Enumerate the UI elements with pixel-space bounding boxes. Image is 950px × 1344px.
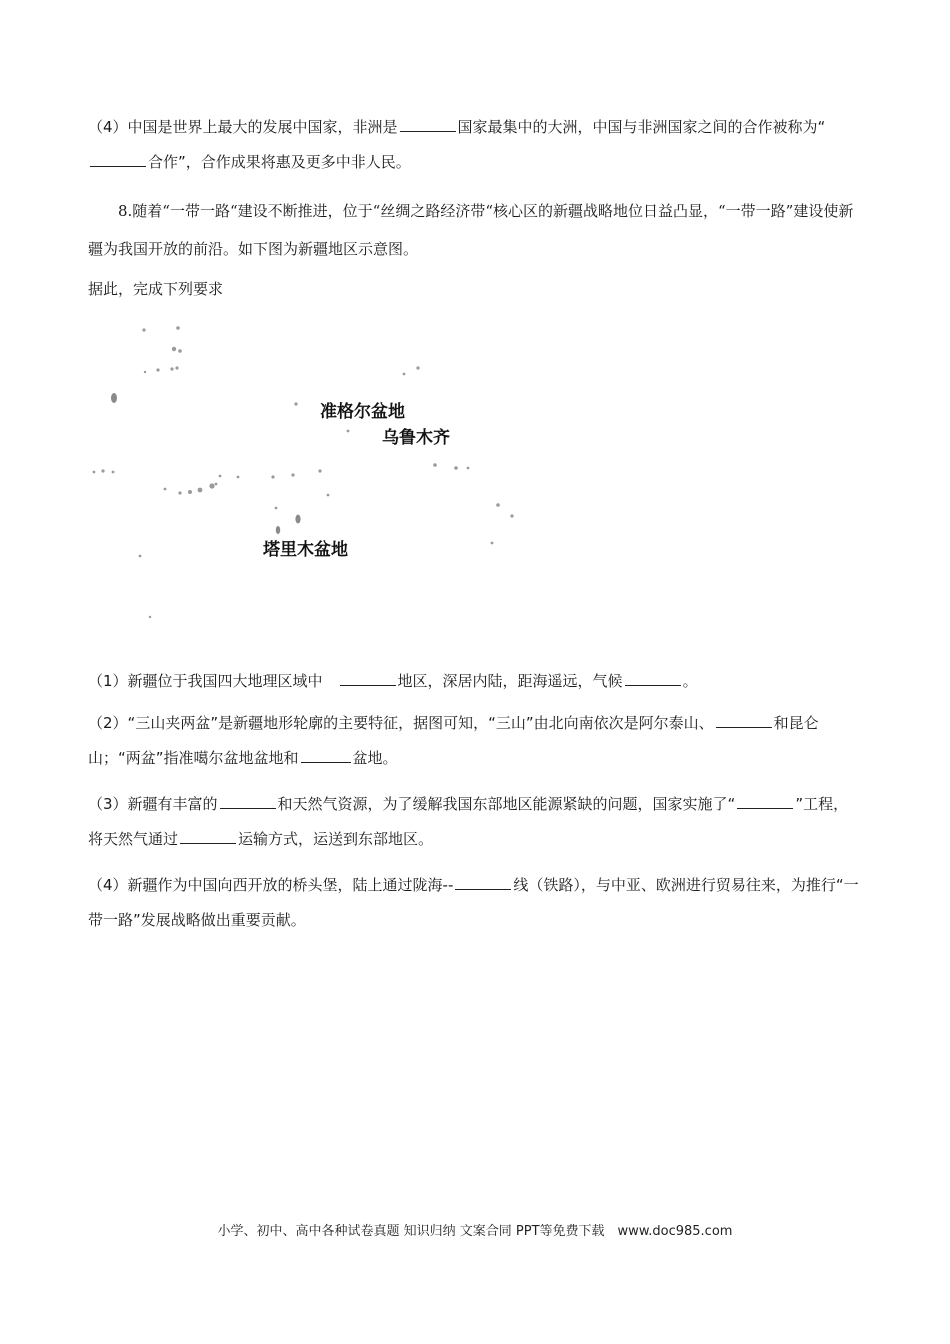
answer-blank[interactable] [716, 713, 772, 728]
answer-blank[interactable] [737, 794, 793, 809]
xinjiang-map [88, 318, 528, 628]
question-8-stem: 8.随着“一带一路“建设不断推进，位于“丝绸之路经济带“核心区的新疆战略地位日益凸显，“一带一路”建设使新疆为我国开放的前沿。如下图为新疆地区示意图。 [88, 202, 854, 258]
map-label-junggar-basin: 准格尔盆地 [320, 402, 405, 422]
q8-3-text-1: （3）新疆有丰富的 [88, 795, 218, 813]
answer-blank[interactable] [301, 748, 351, 763]
answer-blank[interactable] [220, 794, 276, 809]
q8-2-text-3: 盆地。 [352, 749, 398, 767]
q7-4-text-2: 国家最集中的大洲，中国与非洲国家之间的合作被称为“ [457, 118, 826, 136]
answer-blank[interactable] [180, 829, 236, 844]
q8-3-text-4: 运输方式，运送到东部地区。 [238, 830, 434, 848]
page-footer: 小学、初中、高中各种试卷真题 知识归纳 文案合同 PPT等免费下载 www.doc985.com [217, 1224, 733, 1239]
q8-2-text-1: （2）“三山夹两盆”是新疆地形轮廓的主要特征，据图可知，“三山”由北向南依次是阿尔泰山、 [88, 714, 714, 732]
question-8-part-4 [88, 868, 863, 938]
q7-4-text-3: 合作”，合作成果将惠及更多中非人民。 [148, 153, 411, 171]
map-label-urumqi: 乌鲁木齐 [382, 428, 450, 448]
q8-1-text-3: 。 [682, 672, 698, 690]
q7-4-text-1: （4）中国是世界上最大的发展中国家，非洲是 [88, 118, 398, 136]
q8-1-text-1: （1）新疆位于我国四大地理区域中 [88, 672, 338, 690]
answer-blank[interactable] [625, 671, 681, 686]
map-specks [88, 318, 528, 628]
question-8-part-3 [88, 787, 863, 857]
q8-2-text-2: 和昆仑山；“两盆”指准噶尔盆地盆地和 [88, 714, 819, 767]
q8-3-text-2: 和天然气资源，为了缓解我国东部地区能源紧缺的问题，国家实施了“ [277, 795, 736, 813]
question-8-part-2 [88, 706, 863, 776]
answer-blank[interactable] [455, 875, 511, 890]
q8-3-text-3: ”工程，将天然气通过 [88, 795, 849, 848]
q8-4-text-1: （4）新疆作为中国向西开放的桥头堡，陆上通过陇海-- [88, 876, 454, 894]
q8-4-text-2: 线（铁路），与中亚、欧洲进行贸易往来，为推行“一带一路”发展战略做出重要贡献。 [88, 876, 859, 929]
answer-blank[interactable] [90, 152, 146, 167]
question-8-part-1 [88, 664, 863, 699]
map-label-tarim-basin: 塔里木盆地 [263, 540, 348, 560]
question-8-instruction: 据此，完成下列要求 [88, 280, 224, 298]
q8-1-text-2: 地区，深居内陆，距海遥远，气候 [397, 672, 623, 690]
answer-blank[interactable] [340, 671, 396, 686]
question-7-part-4 [88, 110, 863, 180]
answer-blank[interactable] [400, 117, 456, 132]
